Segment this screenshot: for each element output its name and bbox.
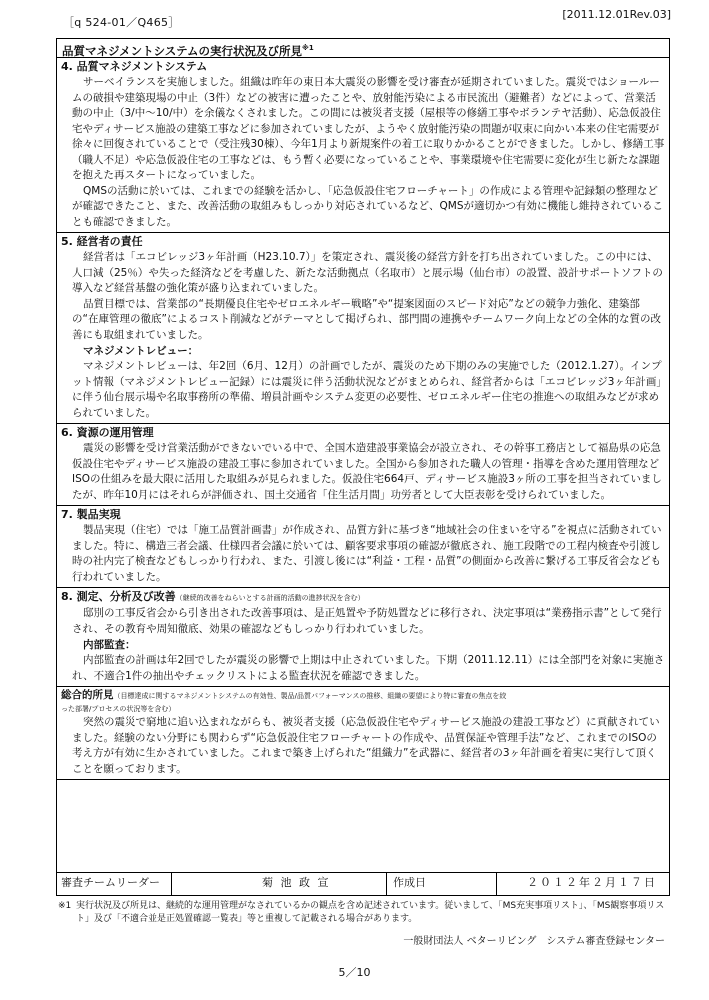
paragraph: 製品実現（住宅）では「施工品質計画書」が作成され、品質方針に基づき“地域社会の住まいを守る”を視点に活動されていました。特に、構造三者会議、仕様四者会議に於いては、顧客要求事項の確認が徹底され、施工段階での工程内検査や引渡し時の社内完了検査などもしっかり行われ、また、引渡し後には“利益・工程・品質”の側面から改善に繋げる工事反省会なども行われていました。 [72, 524, 662, 583]
section-heading: 8. 測定、分析及び改善（継続的改善をねらいとする計画的活動の進捗状況を含む） [61, 590, 365, 603]
page-number: 5／10 [338, 966, 371, 979]
paragraph: QMSの活動に於いては、これまでの経験を活かし、「応急仮設住宅フローチャート」の作成による管理や記録類の整理などが確認できたこと、また、改善活動の取組みもしっかり対応されているなど、QMSが適切かつ有効に機能し維持されていることも確認できました。 [72, 184, 663, 228]
section-heading: 7. 製品実現 [61, 508, 121, 521]
team-leader-label: 審査チームリーダー [57, 873, 172, 895]
section-heading: 4. 品質マネジメントシステム [61, 60, 208, 73]
date-value: ２０１２年２月１７日 [527, 876, 657, 889]
section-heading-note: （継続的改善をねらいとする計画的活動の進捗状況を含む） [175, 594, 365, 602]
report-frame [56, 38, 670, 896]
paragraph: 品質目標では、営業部の“長期優良住宅やゼロエネルギー戦略”や“提案図面のスピード対応”などの競争力強化、建築部の“在庫管理の徹底”によるコスト削減などがテーマとして掲げられ、部門間の連携やチームワーク向上などの全体的な質の改善にも取組まれていました。 [72, 297, 662, 341]
section-4 [57, 58, 669, 233]
paragraph: 邸別の工事反省会から引き出された改善事項は、是正処置や予防処置などに移行され、決定事項は“業務指示書”として発行され、その教育や周知徹底、効果の確認などもしっかり行われていました。 [72, 607, 662, 635]
team-leader-name: 菊 池 政 宣 [172, 873, 387, 895]
section-6 [57, 424, 669, 506]
date-label: 作成日 [387, 873, 497, 895]
section-heading: 5. 経営者の責任 [61, 235, 143, 248]
summary-text: 突然の震災で窮地に追い込まれながらも、被災者支援（応急仮設住宅やディサービス施設の建設工事など）に貢献されていました。経験のない分野にも関わらず“応急仮設住宅フローチャートの作成や、品質保証や管理手法”など、これまでのISOの考え方が有効に生かされていました。これまで築き上げられた“組織力”を武器に、経営者の3ヶ年計画を着実に実行して頂くことを願っております。 [72, 716, 660, 775]
paragraph: 震災の影響を受け営業活動ができないでいる中で、全国木造建設事業協会が設立され、その幹事工務店として福島県の応急仮設住宅やディサービス施設の建設工事に参加されていました。全国から参加された職人の管理・指導を含めた運用管理などISOの仕組みを最大限に活用した取組みが見られました。仮設住宅664戸、ディサービス施設3ヶ所の工事を担当されていましたが、昨年10月にはそれらが評価され、国土交通省「住生活月間」功労者として大臣表彰を受けられていました。 [72, 442, 662, 501]
report-title: 品質マネジメントシステムの実行状況及び所見$^{※1}$ [57, 39, 669, 58]
paragraph: マネジメントレビューは、年2回（6月、12月）の計画でしたが、震災のため下期のみの実施でした（2012.1.27）。インプット情報（マネジメントレビュー記録）には震災に伴う活動状況などがまとめられ、経営者からは「エコビレッジ3ヶ年計画」に伴う仙台展示場や名取事務所の準備、増員計画やシステム変更の必要性、ゼロエネルギー住宅の推進への取組みなどが求められていました。 [72, 360, 662, 419]
subsection-heading: マネジメントレビュー： [83, 345, 199, 357]
summary-section [57, 687, 669, 780]
section-5 [57, 233, 669, 424]
section-8 [57, 588, 669, 687]
footnote-text: 実行状況及び所見は、継続的な運用管理がなされているかの観点を含め記述されています。従いまして、「MS充実事項リスト」、「MS観察事項リスト」及び「不適合並是正処置確認一覧表」等と重複して記載される場合があります。 [76, 901, 665, 924]
summary-heading: 総合的所見（目標達成に関するマネジメントシステムの有効性、製品/品質パフォーマンスの推移、組織の要望により特に審査の焦点を絞 [61, 689, 507, 701]
document-id: ［q 524-01／Q465］ [63, 16, 180, 29]
summary-heading-note: （目標達成に関するマネジメントシステムの有効性、製品/品質パフォーマンスの推移、組織の要望により特に審査の焦点を絞 [113, 692, 507, 700]
summary-heading-note-2: った部署/プロセスの状況等を含む） [61, 705, 176, 713]
footnote-mark: ※1 [58, 901, 72, 911]
paragraph: 内部監査の計画は年2回でしたが震災の影響で上期は中止されていました。下期（2011.12.11）には全部門を対象に実施され、不適合1件の抽出やチェックリストによる監査状況を確認できました。 [72, 654, 665, 682]
paragraph: 経営者は「エコビレッジ3ヶ年計画（H23.10.7）」を策定され、震災後の経営方針を打ち出されていました。この中には、人口減（25％）や失った経済などを考慮した、新たな活動拠点（名取市）と展示場（仙台市）の設置、設計サポートソフトの導入など経営基盤の強化策が盛り込まれていました。 [72, 251, 663, 294]
paragraph: サーベイランスを実施しました。組織は昨年の東日本大震災の影響を受け審査が延期されていました。震災ではショールームの破損や建築現場の中止（3件）などの被害に遭ったことや、放射能汚染による市民流出（避難者）などによって、営業活動の中止（3/中～10/中）を余儀なくされました。この間には被災者支援（屋根等の修繕工事やボランテヤ活動）、応急仮設住宅やディサービス施設の建築工事などに参加されていましたが、ようやく放射能汚染の問題が収束に向かい本来の住宅需要が徐々に回復されていることで（受注残30棟）、今年1月より新規案件の着工に取りかかることができました。しかし、修繕工事（職人不足）や応急仮設住宅の工事などは、もう暫く必要になっていることや、事業環境や住宅需要に変化が生じ新たな課題を抱えた再スタートになっていました。 [72, 76, 665, 181]
section-heading: 6. 資源の運用管理 [61, 426, 154, 439]
sections-container [57, 58, 669, 687]
organization-name: 一般財団法人 ベターリビング システム審査登録センター [403, 936, 665, 947]
revision-label: [2011.12.01Rev.03] [562, 8, 671, 21]
subsection-heading: 内部監査： [83, 639, 136, 651]
footnote [58, 900, 670, 926]
section-7 [57, 506, 669, 588]
signature-row [57, 872, 669, 895]
title-footnote-mark: ※1 [302, 44, 314, 52]
